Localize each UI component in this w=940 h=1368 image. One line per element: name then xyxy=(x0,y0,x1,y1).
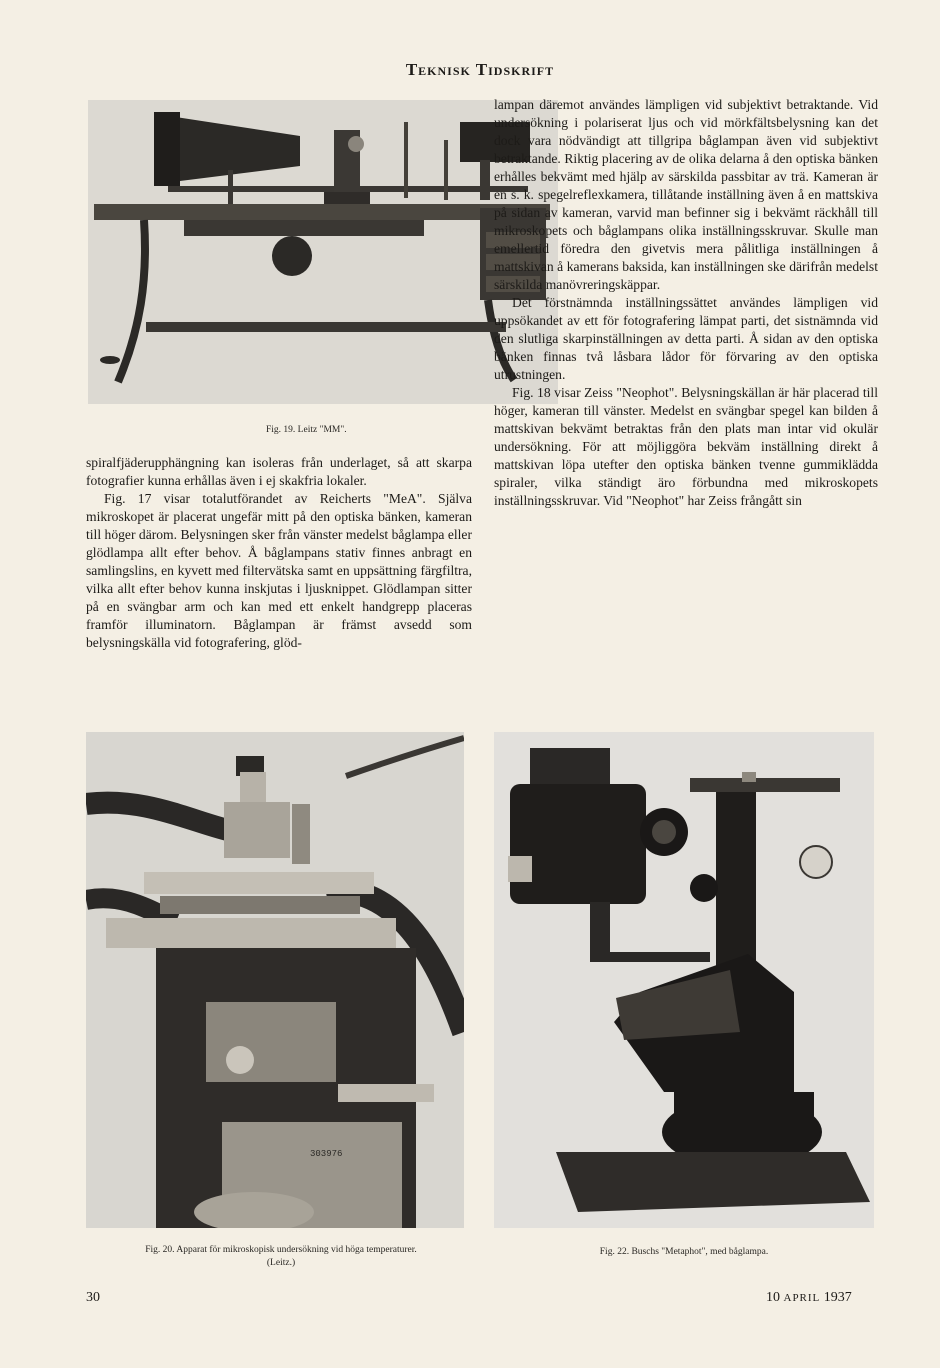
left-column xyxy=(86,454,472,652)
left-paragraph-2: Fig. 17 visar totalutförandet av Reicherts "MeA". Själva mikroskopet är placerat ungefär mitt på den optiska bänken, kameran till höger därom. Belysningen sker från vänster medelst båglampa eller glödlampa allt efter behov. Å båglampans stativ finnes anbragt en samlingslins, en kyvett med filtervätska samt en uppsättning färgfiltra, vilka allt efter behov kunna inskjutas i ljusknippet. Glödlampan sitter på en svängbar arm och kan med ett enkelt handgrepp placeras framför illuminatorn. Båglampan är främst avsedd som belysningskälla vid fotografering, glöd- xyxy=(86,491,472,650)
fig19-photo xyxy=(88,100,558,404)
issue-date-year: 1937 xyxy=(823,1290,852,1305)
fig20-caption-line1: Fig. 20. Apparat för mikroskopisk undersökning vid höga temperaturer. xyxy=(145,1245,417,1255)
right-column xyxy=(494,96,878,510)
issue-date-day: 10 xyxy=(766,1290,780,1305)
fig20-caption-line2: (Leitz.) xyxy=(266,1258,296,1268)
right-paragraph-2: Det förstnämnda inställningssättet användes lämpligen vid uppsökandet av ett för fotografering lämpat parti, det sistnämnda vid den slutliga skarpinställningen av detta parti. Å sidan av den optiska bänken finnas två låsbara lådor för förvaring av den optiska utrustningen. xyxy=(494,295,878,382)
fig20-serial-number: 303976 xyxy=(310,1149,343,1159)
right-paragraph-3: Fig. 18 visar Zeiss "Neophot". Belysningskällan är här placerad till höger, kameran till vänster. Medelst en svängbar spegel kan bilden å mattskivan bekvämt betraktas från den plats man intar vid okulär undersökning. För att möjliggöra bekväm inställning direkt å mattskivan löpa utefter den optiska bänken tvenne gummiklädda spiraler, vilka ständigt äro förbundna med mikroskopets inställningsskruvar. Vid "Neophot" har Zeiss frångått sin xyxy=(494,385,878,508)
issue-date xyxy=(766,1290,852,1306)
fig20-caption xyxy=(86,1244,476,1270)
journal-title: Teknisk Tidskrift xyxy=(405,60,555,79)
fig22-photo xyxy=(494,732,874,1228)
fig20-photo xyxy=(86,732,464,1228)
fig19-caption: Fig. 19. Leitz "MM". xyxy=(266,425,347,435)
fig22-caption: Fig. 22. Buschs "Metaphot", med båglampa. xyxy=(599,1247,769,1257)
right-paragraph-1: lampan däremot användes lämpligen vid subjektivt betraktande. Vid undersökning i polariserat ljus och vid mörkfältsbelysning kan det dock vara nödvändigt att tillgripa båglampan även vid subjektivt betraktande. Riktig placering av de olika delarna å den optiska bänken erhålles bekvämt med hjälp av särskilda passbitar av trä. Kameran är en s. k. spegelreflexkamera, tillåtande inställning även å en mattskiva på sidan av kameran, varvid man befinner sig i bekvämt räckhåll till mikroskopets och båglampans olika inställningsskruvar. Skulle man emellertid föredra den givetvis mera pålitliga inställningen å mattskivan å kamerans baksida, kan inställningen ske därifrån medelst särskilda manövreringskäppar. xyxy=(494,97,878,292)
left-paragraph-1: spiralfjäderupphängning kan isoleras från underlaget, så att skarpa fotografier kunna erhållas även i ej skakfria lokaler. xyxy=(86,455,472,488)
issue-date-month: APRIL xyxy=(783,1292,821,1304)
page-number: 30 xyxy=(86,1290,100,1305)
